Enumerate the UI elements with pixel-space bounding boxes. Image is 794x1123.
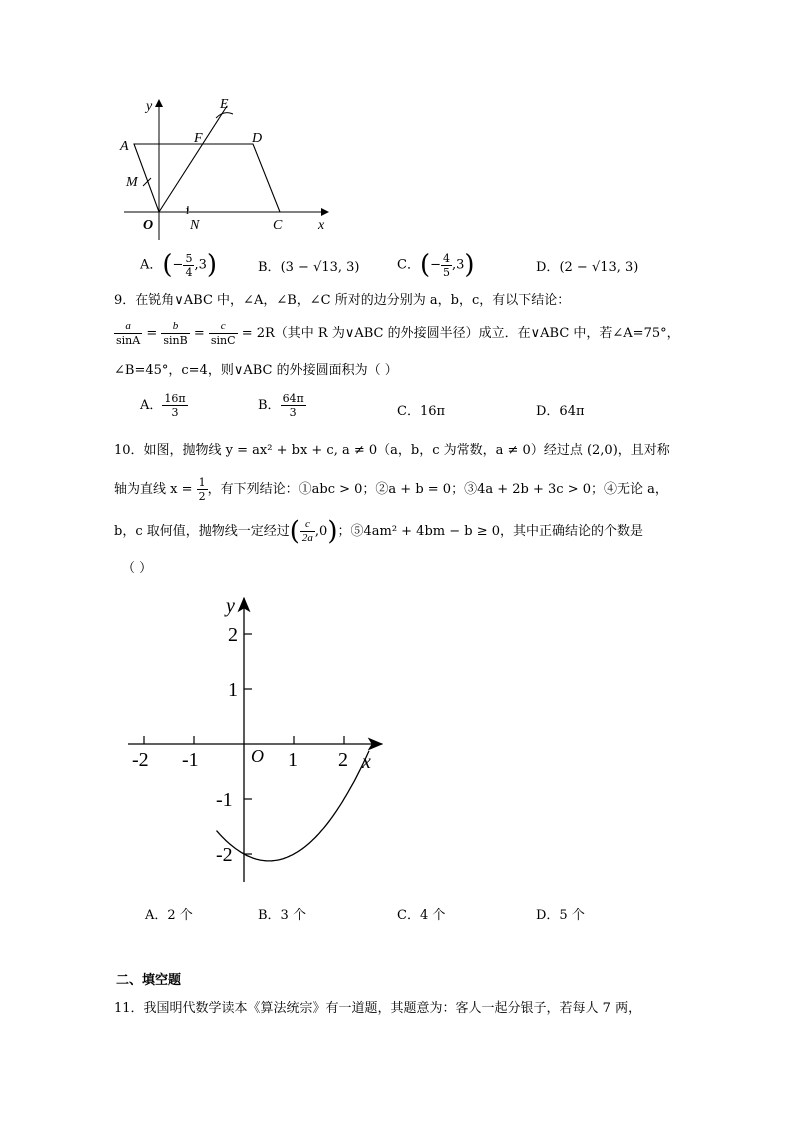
q8-option-c: C．(− $\frac{4}{5}$ ,3) [397, 250, 475, 280]
x-tick-label: -2 [132, 749, 149, 771]
q10-option-b: B．3 个 [258, 908, 306, 923]
y-tick-label: 1 [228, 679, 238, 701]
q8-option-b: B．(3 − √13, 3) [258, 260, 360, 275]
label-x: x [318, 218, 325, 233]
q8-option-d: D．(2 − √13, 3) [536, 260, 639, 275]
q9-option-c: C．16π [397, 404, 446, 419]
label-E: E [220, 97, 229, 112]
q9-line1: 9．在锐角∨ABC 中，∠A，∠B，∠C 所对的边分别为 a，b，c，有以下结论： [114, 293, 571, 308]
label-C: C [273, 218, 283, 233]
graph-origin-label: O [251, 746, 264, 766]
q10-option-a: A．2 个 [145, 908, 193, 923]
x-tick-label: -1 [182, 749, 199, 771]
q9-option-b: B． $\frac{64\pi}{3}$ [258, 392, 304, 419]
label-y: y [146, 99, 153, 114]
q9-option-a: A． $\frac{16\pi}{3}$ [140, 392, 186, 419]
parallelogram-figure [110, 92, 340, 242]
label-F: F [194, 131, 203, 146]
x-tick-label: 2 [338, 749, 348, 771]
graph-y-label: y [226, 595, 235, 617]
arc-mark-e [216, 113, 233, 118]
parallelogram-AOCD [134, 144, 280, 212]
y-tick-label: -1 [216, 789, 233, 811]
y-tick-label: -2 [216, 844, 233, 866]
y-tick-label: 2 [228, 624, 238, 646]
parabola-graph [120, 590, 390, 890]
q10-line1: 10．如图，抛物线 y = ax² + bx + c, a ≠ 0（a，b，c 为常数，a ≠ 0）经过点 (2,0)，且对称 [114, 443, 670, 458]
q9-option-d: D．64π [536, 404, 585, 419]
graph-x-label: x [362, 751, 371, 773]
label-N: N [190, 218, 200, 233]
q8-option-a: A．(− $\frac{5}{4}$ ,3) [140, 250, 218, 280]
q10-line4: （ ） [122, 561, 153, 576]
q9-line3: ∠B=45°，c=4，则∨ABC 的外接圆面积为（ ） [114, 363, 398, 378]
ray-OE [159, 106, 227, 212]
q11-line1: 11．我国明代数学读本《算法统宗》有一道题，其题意为：客人一起分银子，若每人 7 两， [114, 1001, 642, 1016]
q10-option-d: D．5 个 [536, 908, 585, 923]
label-M: M [126, 175, 138, 190]
label-A: A [120, 139, 129, 154]
section-heading: 二、填空题 [116, 973, 182, 988]
label-one: 1 [185, 206, 190, 216]
q9-line2: $\frac{a}{\sin A}$ = $\frac{b}{\sin B}$ = $\frac{c}{\sin C}$ = 2R（其中 R 为∨ABC 的外接圆半径）成立．在∨ABC 中，若∠A=75°， [116, 320, 680, 347]
x-tick-label: 1 [288, 749, 298, 771]
q10-line3: b，c 取何值，抛物线一定经过( $\frac{c}{2a}$ ,0)；⑤4am² + 4bm − b ≥ 0，其中正确结论的个数是 [114, 516, 644, 547]
label-O: O [143, 218, 154, 233]
q10-option-c: C．4 个 [397, 908, 446, 923]
label-D: D [252, 131, 263, 146]
q10-line2: 轴为直线 x = $\frac{1}{2}$ ，有下列结论：①abc > 0；②a + b = 0；③4a + 2b + 3c > 0；④无论 a， [114, 476, 668, 503]
